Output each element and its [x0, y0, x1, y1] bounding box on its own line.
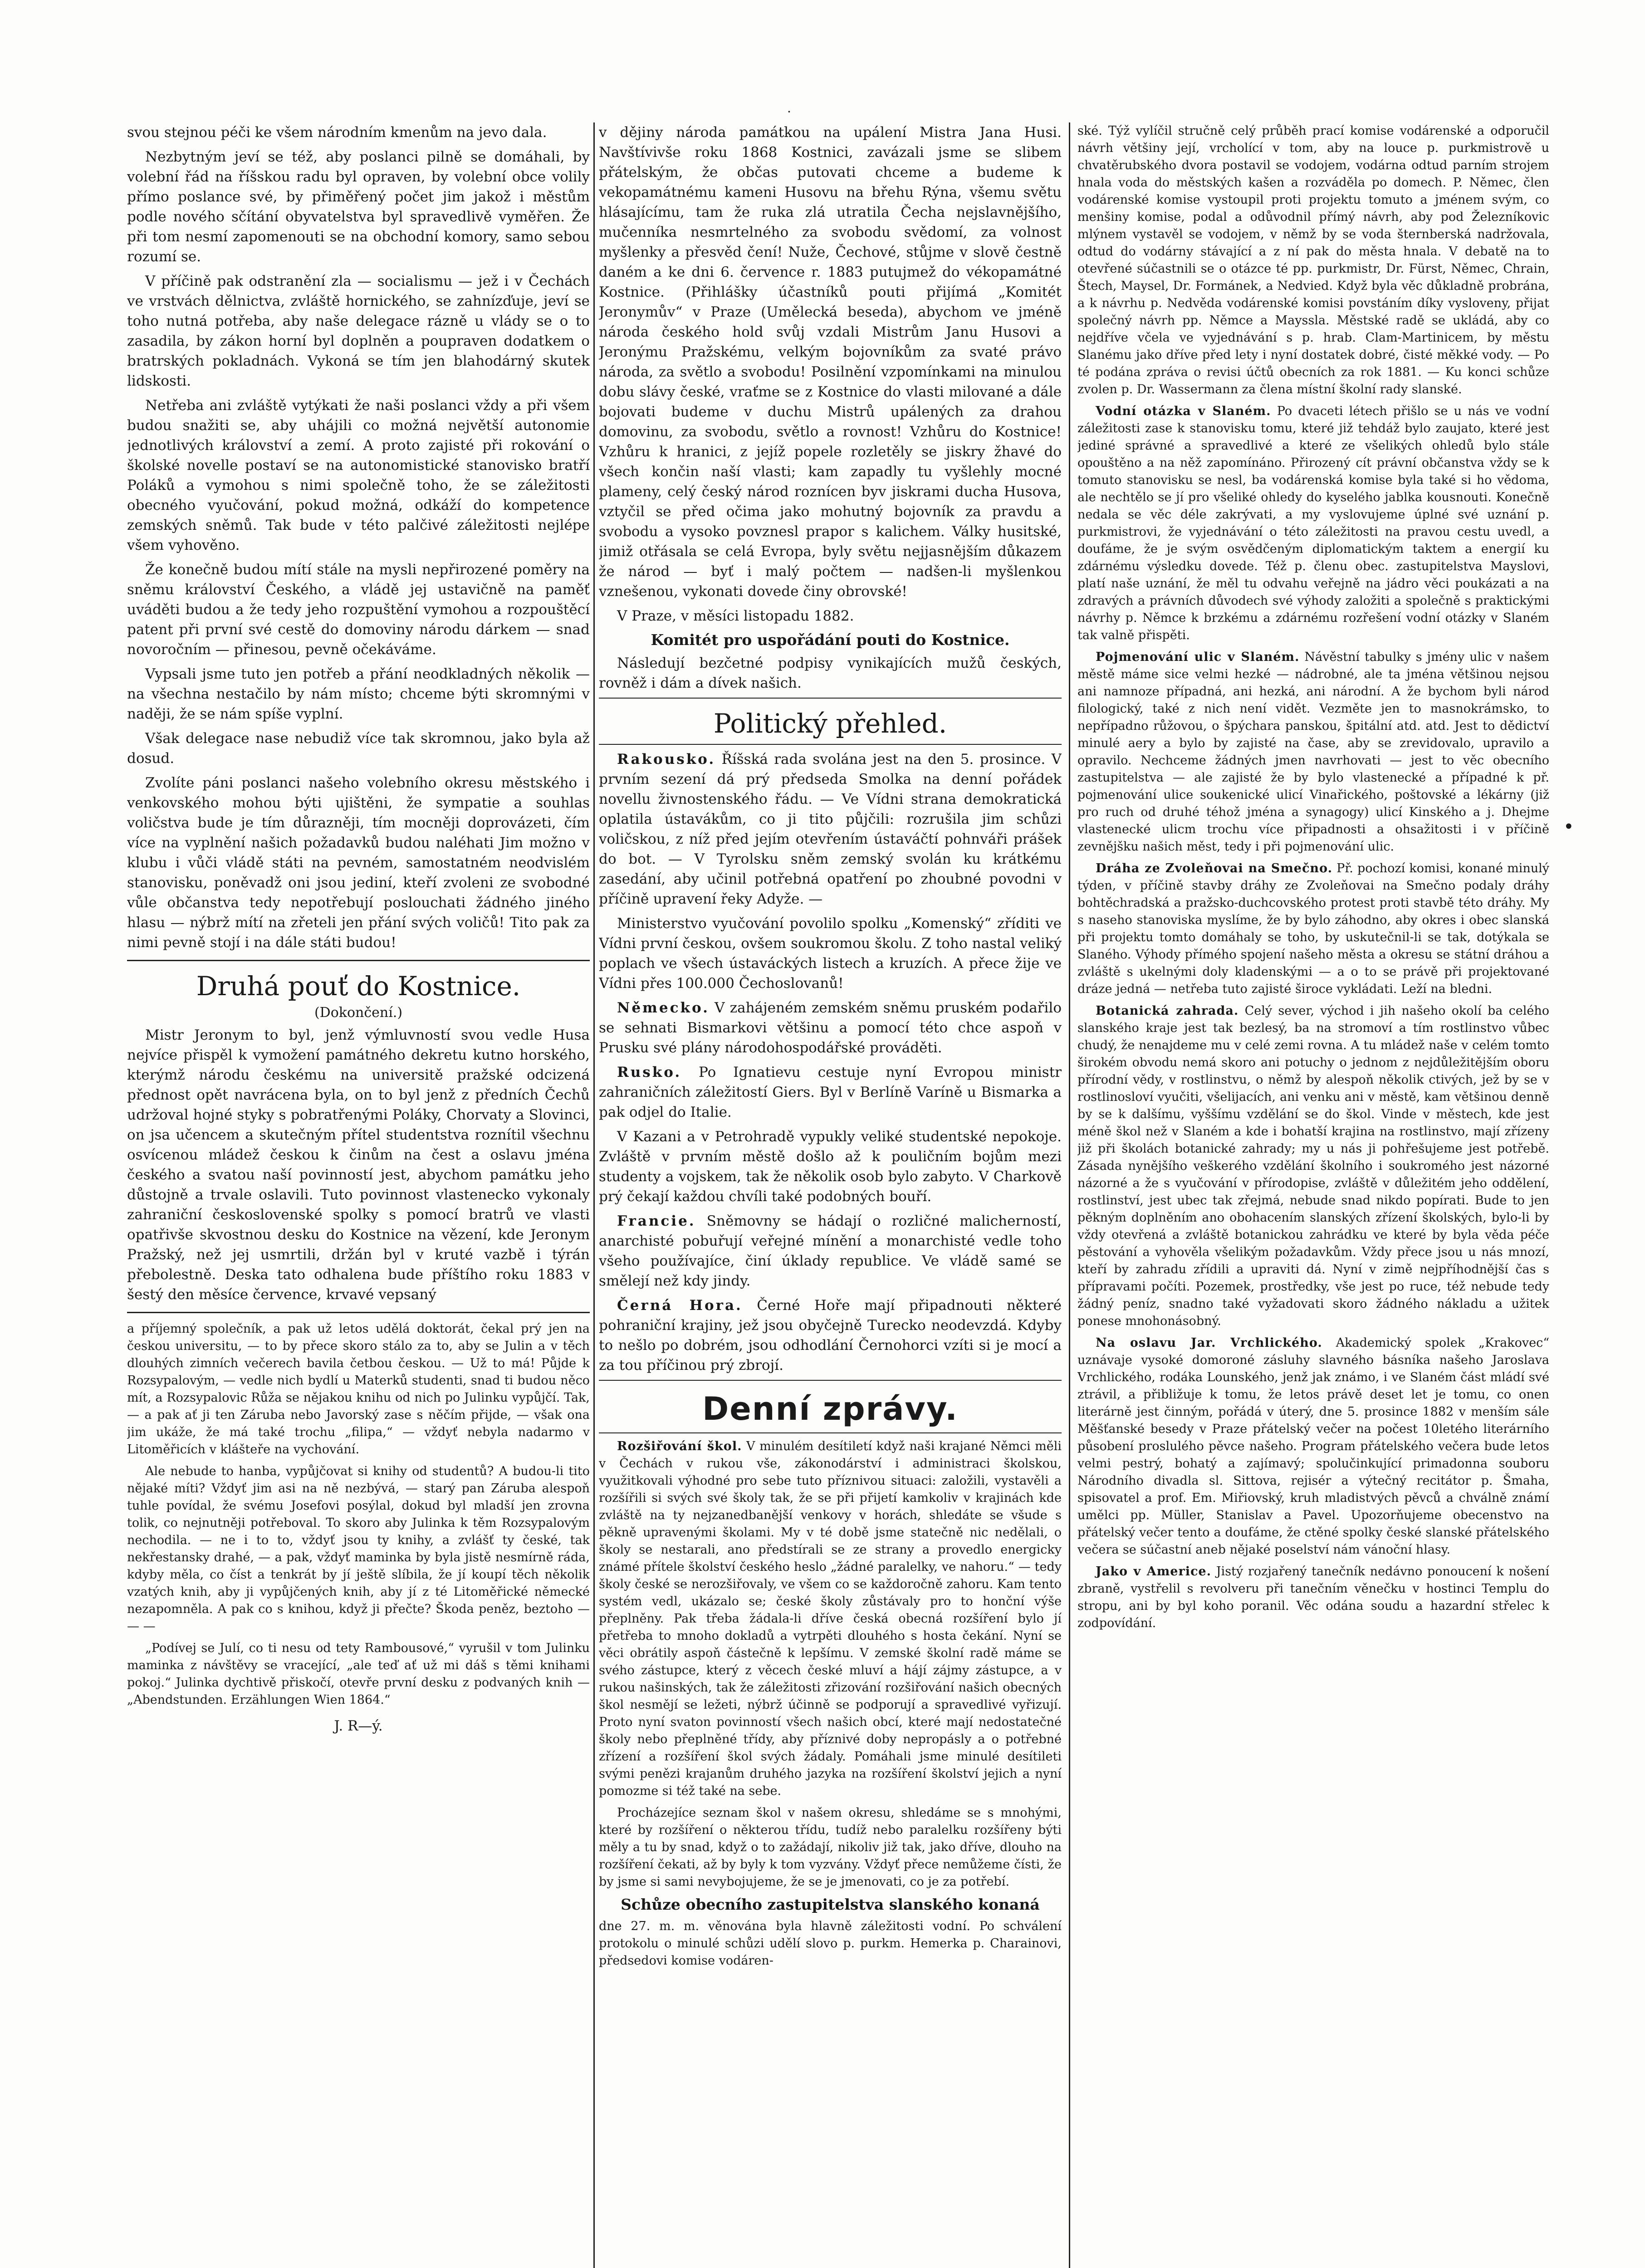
news-text: Sněmovny se hádají o rozličné malicherností, anarchisté pobuřují veřejné mínění a monarchisté vedle toho všeho používajíce, činí úklady republice. Ve vládě samé se smělejí než kdy jindy.: [599, 1213, 1062, 1289]
committee-signature: Komitét pro uspořádání pouti do Kostnice.: [651, 631, 1010, 649]
article-title: Druhá pouť do Kostnice.: [196, 971, 521, 1002]
feuilleton-paragraph: a příjemný společník, a pak už letos udělá doktorát, čekal prý jen na českou universitu, — to by přece skoro stálo za to, aby se Julin a v těch dlouhých zimních večerech bavila četbou českou. — Už to má! Půjde k Rozsypalovým, — vedle nich bydlí u Materků studenti, snad ti budou něco mít, a Rozsypalovic Růža se nějakou knihu od nich po Julinku vypůjčí. Tak, — a pak ať ji ten Zárubа nebo Javorský zase s něčím přijde, — však ona jim ukáže, že má také trochu „filipa,“ — vždyť nebyla nadarmo v Litoměřicích v klášteře na vychování.: [127, 1322, 590, 1457]
paragraph: Nezbytným jeví se též, aby poslanci pilně se domáhali, by volební řád na říšskou radu byl opraven, by volební obce volily přímo poslance své, by přiměřený počet jim jakož i městům podle nového sčítání obyvatelstva byl spravedlivě vyměřen. Že při tom nesmí zapomenouti se na obchodní komory, samo sebou rozumí se.: [127, 149, 590, 265]
paragraph: Ministerstvo vyučování povolilo spolku „Komenský“ zříditi ve Vídni první českou, ovšem soukromou školu. Z toho nastal veliký poplach ve všech ústaváckých listech a kruzích. A přece žije ve Vídni přes 100.000 Čechoslovanů!: [599, 915, 1062, 992]
news-text: V minulém desítiletí když naši krajané Němci měli v Čechách v rukou vše, zákonodárství i administraci školskou, využitkovali výhodné pro sebe tuto příznivou situaci: založili, vystavěli a rozšířili si svých své školy tak, že se při přijetí kamkoliv v krajinách kde zvláště na ty nejzanedbanější venkovy v horách, shledáte se všude s pěkně upravenými školami. My v té době jsme statečně nic nedělali, o školy se nestarali, ano předstírali se ze strany a provedlo energicky známé přítele školství českého heslo „žádné paralelky, ve nahoru.“ — tedy školy české se nerozšiřovaly, ve všem co se každoročně zahoru. Kam tento systém vedl, ukázalo se; české školy zůstávaly pro to honční výše přeplněny. Pak třeba žádala-li dříve česká obecná rozšíření bylo jí přetřeba to mnoho dokladů a vytrpěti dlouhého s hosta čekání. Nyní se věci obrátily aspoň částečně k lepšímu. V zemské školní radě máme se svého zástupce, který z věcech české mluví a hájí zájmy zástupce, a v rukou našinských, tak že záležitosti zřizování rozšiřování našich obecných škol nesmějí se ležeti, nýbrž účinně se podporují a spravedlivé vyřizují. Proto nyní svaton povinností všech našich obcí, které mají nedostatečné školy nebo přeplněné třídy, aby příznivé doby nepropásly a o potřebné zřízení a rozšíření škol svých žádaly. Pomáhali jsme minulé desítileti svými penězi krajanům druhého jazyka na rozšíření školství jejich a nyní pomozme si též také na sebe.: [599, 1439, 1062, 1798]
paragraph: V Kazani a v Petrohradě vypukly veliké studentské nepokoje. Zvláště v prvním městě došlo až k pouličním bojům mezi studenty a vojskem, tak že několik osob bylo zabyto. V Charkově prý čekají každou chvíli také podobných bouří.: [599, 1129, 1062, 1205]
paragraph: Vypsali jsme tuto jen potřeb a přání neodkladných několik — na všechna nestačilo by nám místo; chceme býti skromnými v naději, že se nám spíše vyplní.: [127, 666, 590, 722]
news-heading: Vodní otázka v Slaném.: [1096, 404, 1271, 418]
section-title-politics: Politický přehled.: [713, 708, 947, 739]
paragraph: svou stejnou péči ke všem národním kmenům na jevo dala.: [127, 124, 547, 141]
news-text: Celý sever, východ i jih našeho okolí ba celého slanského kraje jest tak bezlesý, ba na stromoví a tím rostlinstvo vůbec chudý, že nenajdeme mu v celé zemi rovna. A tu mládež naše v celém tomto širokém obvodu nemá skoro ani potuchy o jednom z nejdůležitějším oboru přírodní vědy, v rostlinstvu, o němž by alespoň několik ctivých, jež by se v rostlinosloví vyučiti, všelijacích, ani venku ani v městě, kam většinou denně by se k dalšímu, vyššímu vzdělání se do škol. Vinde v městech, kde jest méně škol než v Slaném a kde i bohatší krajina na rostlinstvo, mají zřízeny již při školách botanické zahrady; my u nás ji pohřešujeme jest potřebě. Zásada nynějšího veškerého vzdělání školního i soukromého jest názorné názorné a že s vyučování v přírodopise, zvláště v důležitém jeho oddělení, rostlinství, jest ubec tak zřejmá, nebude snad nikdo popírati. Bude to jen pěkným doplněním ano obohacením slanských zřízení školských, bylo-li by vždy otevřená a zvláště botanickou zahrádku ve které by byla věda péče pěstování a vyhověla všelikým požadavkům. Vždy přece jsou u nás mnozí, kteří by zahradu zřídili a upraviti dá. Nyní v zimě nejpříhodnější čas s přípravami počíti. Pozemek, prostředky, vše jest po ruce, též nebude tedy žádný peníz, snadno také vyžadovati skoro žádného nákladu a užitek ponese mnohonásobný.: [1077, 1004, 1549, 1328]
paragraph: v dějiny národa památkou na upálení Mistra Jana Husi. Navštívivše roku 1868 Kostnici, zavázali jsme se slibem přátelským, že občas putovati chceme a budeme k vekopamátnému kameni Husovu na břehu Rýna, všemu světu hlásajícímu, tam že ruka zlá utratila Čecha nejslavnějšího, mučenníka nesmrtelného za svobodu svědomí, za volnost myšlenky a přesvěd čení! Nuže, Čechové, stůjme v slově čestně daném a ke dni 6. července r. 1883 putujmež do vékopamátné Kostnice. (Přihlášky účastníků pouti přijímá „Komitét Jeronymův“ v Praze (Umělecká beseda), abychom ve jméně národa českého hold svůj vzdali Mistrům Janu Husovi a Jeronýmu Pražskému, velkým bojovníkům za svaté právo národa, za světlo a svobodu! Posilnění vzpomínkami na minulou dobu slávy české, vraťme se z Kostnice do vlasti milované a dále bojovati budeme v duchu Mistrů upálených za drahou domovinu, za svobodu, světlo a rovnost! Vzhůru do Kostnice! Vzhůru k hranici, z jejíž popele rozletěly se jiskry žhavé do všech končin naší vlasti; kam zapadly tu vyšlehly mocné plameny, celý český národ roznícen byv jiskrami ducha Husova, vztyčil se před očima jako mohutný bojovník za pravdu a svobodu a vysoko povznesl prapor s kalichem. Války husitské, jimiž otřásala se celá Evropa, byly světu nejjasnějším důkazem že národ — byť i malý počtem — nadšen-li myšlenkou vznešenou, vykonati dovede činy obrovské!: [599, 124, 1062, 600]
news-heading: Schůze obecního zastupitelstva slanského konaná: [621, 1896, 1040, 1913]
paragraph: ské. Týž vylíčil stručně celý průběh prací komise vodárenské a odporučil návrh většiny její, vrcholící v tom, aby na louce p. purkmistrově u chvatěrubského dvora postavil se vodojem, vodárna odtud parním strojem hnala voda do městských kašen a rozváděla po domech. P. Němec, člen vodárenské komise vystoupil proti projektu tomuto a jménem svým, co menšiny komise, podal a odůvodnil přímý návrh, aby pod Železníkovic mlýnem vystavěl se vodojem, v němž by se voda šternberská nadržovala, odtud do vodárny stávající a z ní pak do města hnala. V debatě na to otevřené súčastnili se o otázce té pp. purkmistr, Dr. Fürst, Němec, Chrain, Štech, Maysel, Dr. Formánek, a Nedvied. Když byla věc důkladně probrána, a k návrhu p. Nedvěda vodárenské komisi povstáním díky vysloveny, přijat společný návrh pp. Němce a Mayssla. Městské radě se ukládá, aby co nejdříve včela ve vyjednávání s p. hrab. Clam-Martinicem, by městu Slanému jako dříve před lety i nyní dostatek dobré, čisté měkké vody. — Po té podána zpráva o revisi účtů obecních za rok 1881. — Ku konci schůze zvolen p. Dr. Wassermann za člena místní školní rady slanské.: [1077, 124, 1549, 396]
news-text: Po Ignatievu cestuje nyní Evropou ministr zahraničních záležitostí Giers. Byl v Berlíně Varíně u Bismarka a pak odjel do Italie.: [599, 1064, 1062, 1120]
country-heading: Rusko.: [617, 1064, 682, 1080]
paragraph: Následují bezčetné podpisy vynikajících mužů českých, rovněž i dám a dívek našich.: [599, 655, 1062, 691]
print-mark: ·: [787, 104, 791, 119]
section-divider: [599, 1432, 1062, 1433]
country-heading: Rakousko.: [617, 751, 716, 767]
section-title-daily-news: Denní zprávy.: [702, 1390, 958, 1427]
news-heading: Dráha ze Zvoleňovai na Smečno.: [1096, 861, 1332, 875]
section-divider: [127, 960, 590, 961]
paragraph: Zvolíte páni poslanci našeho volebního okresu městského i venkovského mohou býti ujištěni, že sympatie a souhlas voličstva bude je tím důrazněji, tím mocněji doprovázeti, čím více na vyplnění našich požadavků budou naléhati Jim možno v klubu i vůči vládě státi na pevném, samostatném neodvislém stanovisku, poněvadž oni jsou jediní, kteří zvoleni ze svobodné vůle občanstva tedy nepotřebují poslouchati žádného jiného hlasu — nýbrž mítí na zřeteli jen přání svých voličů! Tito pak za nimi pevně stojí i na dále státi budou!: [127, 775, 590, 951]
news-text: Jistý rozjařený tanečník nedávno ponoucení k nošení zbraně, vystřelil s revolveru při tanečním věnečku v hostinci Templu do stropu, ani by byl koho poranil. Věc odána soudu a hazardní střelec k zodpovídání.: [1077, 1564, 1549, 1630]
news-heading: Pojmenování ulic v Slaném.: [1096, 650, 1300, 664]
news-text: Př. pochozí komisi, konané minulý týden, v příčině stavby dráhy ze Zvoleňovai na Smečno podaly dráhy bohtěchradská a pražsko-duchcovského protest proti stavbě této dráhy. My s naseho stanoviska myslíme, že by bylo záhodno, aby okres i obec slanská při projektu tomto domáhaly se toho, by uskutečnil-li se tak, dotýkala se Slaného. Výhody přímého spojení našeho města a okresu se státní dráhou a zvláště s ukelnými doly kladenskými — a o to se právě při projektované dráze jedná — netřeba tuto zajisté široce vykládati. Leží na bledni.: [1077, 861, 1549, 996]
dateline: V Praze, v měsíci listopadu 1882.: [617, 608, 854, 624]
section-divider: [599, 698, 1062, 699]
paragraph: V příčině pak odstranění zla — socialismu — jež i v Čechách ve vrstvách dělnictva, zvláště hornického, se zahnízďuje, jeví se toho nutná potřeba, aby naše delegace rázně u vlády se o to zasadila, by zákon horní byl doplněn a poupraven dodatkem o bratrských pokladnách. Vykoná se tím jen blahodárný skutek lidskosti.: [127, 273, 590, 389]
section-divider: [599, 744, 1062, 745]
news-text: Akademický spolek „Krakovec“ uznávaje vysoké domoroné zásluhy slavného básníka našeho Jaroslava Vrchlického, rodáka Lounského, jenž jak známo, i ve Slaném část mládí své ztrávil, a přibližuje k tomu, že letos právě deset let je tomu, co onen literárně jest činným, pořádá v úterý, dne 5. prosince 1882 v menším sále Měšťanské besedy v Praze přátelský večer na počest 10letého literárního působení proslulého pěvce našeho. Program přátelského večera bude letos velmi pestrý, bohatý a zajímavý; spolučinkující primadonna souboru Národního divadla sl. Sittova, rejisér a výtečný recitátor p. Šmaha, spisovatel a prof. Em. Miřiovský, kruh mladistvých pěvců a chválně známí umělci pp. Müller, Stanislav a Pavel. Upozorňujeme obecenstvo na přátelský večer tento a doufáme, že ctěné spolky české slanské přátelského večera se súčastní aneb nějaké poselství nám vánoční hlasy.: [1077, 1336, 1549, 1557]
paragraph: Však delegace nase nebudiž více tak skromnou, jako byla až dosud.: [127, 730, 590, 767]
column-1: [127, 122, 590, 2268]
country-heading: Francie.: [617, 1213, 696, 1229]
country-heading: Německo.: [617, 1000, 710, 1016]
news-heading: Botanická zahrada.: [1096, 1004, 1239, 1018]
paragraph: Mistr Jeronym to byl, jenž výmluvností svou vedle Husa nejvíce přispěl k vymožení památného dekretu kutno horského, kterýmž národu českému na universitě pražské odcizená přednost opět navrácena byla, on to byl jenž z předních Čechů udržoval hojné styky s pobratřenými Poláky, Chorvaty a Slovinci, on jsa učencem a skutečným přítel studentstva roznítil všechnu osvícenou mládež českou k činům na čest a oslavu jména českého a svatou naší povinností jest, abychom památku jeho důstojně a trvale oslavili. Tuto povinnost vlastenecko vykonaly zahraniční československé spolky s pomocí bratrů ve vlasti opatřivše skvostnou desku do Kostnice na vězení, kde Jeronym Pražský, než jej usmrtili, držán byl v kruté vazbě i týrán přebolestně. Deska tato odhalena bude příštího roku 1883 v šestý den měsíce července, krvavé vepsaný: [127, 1027, 590, 1303]
news-text: Po dvaceti létech přišlo se u nás ve vodní záležitosti zase k stanovisku tomu, které již tehdáž bylo zaujato, které jest jediné správné a spravedlivé a které ze všelikých ohledů bylo stále opouštěno a na něž zapomínáno. Přirozený cít právní občanstva vždy se k tomuto stanovisku se nesl, ba vodárenská komise byla také si ho vědoma, ale nechtělo se jí pro všeliké ohledy do kyselého jablka kousnouti. Konečně nedala se věc déle zakrývati, a my vyslovujeme úplné své uznání p. purkmistrovi, že vyjednávání o této záležitosti na pravou cestu uvedl, a doufáme, že je svým osvědčeným diplomatickým taktem a energií ku zdárnému výsledku dovede. Též p. členu obec. zastupitelstva Mayslovi, platí naše uznání, že měl tu odvahu veřejně na jádro věci poukázati a na zdravých a právních důvodech své výhody založiti a společně s praktickými návrhy p. Němce k brzkému a zdárnému rozřešení vodní otázky v Slaném tak valně přispěti.: [1077, 404, 1549, 642]
paragraph: Že konečně budou mítí stále na mysli nepřirozené poměry na sněmu království Českého, a vládě jej ustavičně na paměť uváděti budou a že tedy jeho rozpuštění vymohou a rozpouštěcí patent při první své cestě do domoviny národu dárkem — snad novoročním — přinesou, pevně očekáváme.: [127, 562, 590, 658]
feuilleton-paragraph: „Podívej se Julí, co ti nesu od tety Rambousové,“ vyrušil v tom Julinku maminka z návštěvy se vracející, „ale teď ať už mi dáš s těmi knihami pokoj.“ Julinka dychtivě přiskočí, otevře první desku z podvaných knih — „Abendstunden. Erzählungen Wien 1864.“: [127, 1641, 590, 1707]
print-mark: •: [1563, 816, 1574, 837]
news-heading: Na oslavu Jar. Vrchlického.: [1096, 1336, 1322, 1350]
paragraph: Procházejíce seznam škol v našem okresu, shledáme se s mnohými, které by rozšíření o některou třídu, tudíž nebo paralelku rozšířeny býti měly a tu by snad, když o to zažádají, nikoliv již tak, jako dříve, dlouho na rozšíření čekati, až by byly k tom vyzvány. Vždyť přece nemůžeme čísti, že by jsme si sami nevybojujeme, že se je jmenovati, co je za potřebí.: [599, 1806, 1062, 1889]
column-rule: [593, 122, 595, 2268]
news-text: dne 27. m. m. věnována byla hlavně záležitosti vodní. Po schválení protokolu o minulé schůzi udělí slovo p. purkm. Hemerka p. Charainovi, předsedovi komise vodáren-: [599, 1919, 1062, 1968]
feuilleton-divider: [127, 1312, 590, 1313]
article-subtitle: (Dokončení.): [314, 1005, 403, 1021]
news-heading: Jako v Americe.: [1096, 1564, 1211, 1579]
country-heading: Černá Hora.: [617, 1297, 743, 1314]
column-2: [599, 122, 1062, 2268]
section-divider: [599, 1380, 1062, 1381]
feuilleton-paragraph: Ale nebude to hanba, vypůjčovat si knihy od studentů? A budou-li tito nějaké míti? Vždyť jim asi na ně nezbývá, — starý pan Záruba alespoň tuhle povídal, že svému Josefovi posýlal, dokud byl mladší jen zrovna tolik, co nejnutněji potřeboval. To skoro aby Julinka k těm Rozsypalovým nechodila. — ne i to to, vždyť jsou ty knihy, a zvlášť ty české, tak nekřestansky drahé, — a pak, vždyť maminka by byla jistě nesmírně ráda, kdyby měla, co číst a tenkrát by jí ještě slíbila, že jí koupí těch několik vzatých knih, aby ji vypůjčených knih, aby jí z té Litoměřické německé nezapomněla. A pak co s knihou, když ji přečte? Škoda peněz, beztoho — — —: [127, 1464, 590, 1633]
news-text: Říšská rada svolána jest na den 5. prosince. V prvním sezení dá prý předseda Smolka na denní pořádek novellu živnostenského řádu. — Ve Vídni strana demokratická oplatila ústavákům, co ji tito půjčili: rozrušila jim schůzi voličskou, z níž před jejím otevřením ústaváčtí pohnváři prášek do bot. — V Tyrolsku sněm zemský svolán ku krátkému zasedání, aby učinil potřebná opatření po zhoubné povodni v příčině upravení řeky Adyže. —: [599, 751, 1062, 907]
paragraph: Netřeba ani zvláště vytýkati že naši poslanci vždy a při všem budou snažiti se, aby uhájili co možná největší autonomie jednotlivých království a zemí. A proto zajisté při rokování o školské novelle postaví se na autonomistické stanovisko bratří Poláků a vymohou s nimi společně toho, že se záležitosti obecného vyučování, pokud možná, odkáží do kompetence zemských sněmů. Tak bude v této palčivé záležitosti nejlépe všem vyhověno.: [127, 397, 590, 553]
column-3: [1077, 122, 1549, 2268]
news-heading: Rozšiřování škol.: [617, 1439, 742, 1453]
news-text: Návěstní tabulky s jmény ulic v našem městě máme sice velmi hezké — nádrobné, ale ta jména většinou nejsou ani namnoze případná, ani hezká, ani národní. A že bychom byli národ filologický, také z nich není vidět. Vezměte jen to masnokrámsko, to nepřípadno růžovou, o špýchara panskou, špitální atd. atd. Jest to dědictví minulé aery a bylo by zajisté na čase, aby se zrevidovalo, upravilo a opravilo. Nechceme žádných jmen navrhovati — jest to věc obecního zastupitelstva — ale zajisté že by bylo vlastenecké a případné k př. pojmenování ulice soukenické ulicí Vinařického, poštovské a lékárny (již pro ruch od druhé téhož jména a synagogy) ulicí Kinského a j. Dhejme vlastenecké ulicm trochu více připadnosti a ohsažitosti i v příčině zevnějšku našich měst, tedy i při pojmenování ulic.: [1077, 650, 1549, 854]
news-text: V zahájeném zemském sněmu pruském podařilo se sehnati Bismarkovi většinu a pomocí této chce aspoň v Prusku své plány národohospodářské prováděti.: [599, 1000, 1062, 1056]
column-rule: [1069, 122, 1070, 2268]
author-signature: J. R—ý.: [334, 1718, 383, 1734]
news-text: Černé Hoře mají připadnouti některé pohraniční krajiny, jež jsou obyčejně Turecko neodevzdá. Kdyby to nešlo po dobrém, jsou odhodlání Černohorci vzíti si je mocí a za tou příčinou prý zbrojí.: [599, 1297, 1062, 1374]
